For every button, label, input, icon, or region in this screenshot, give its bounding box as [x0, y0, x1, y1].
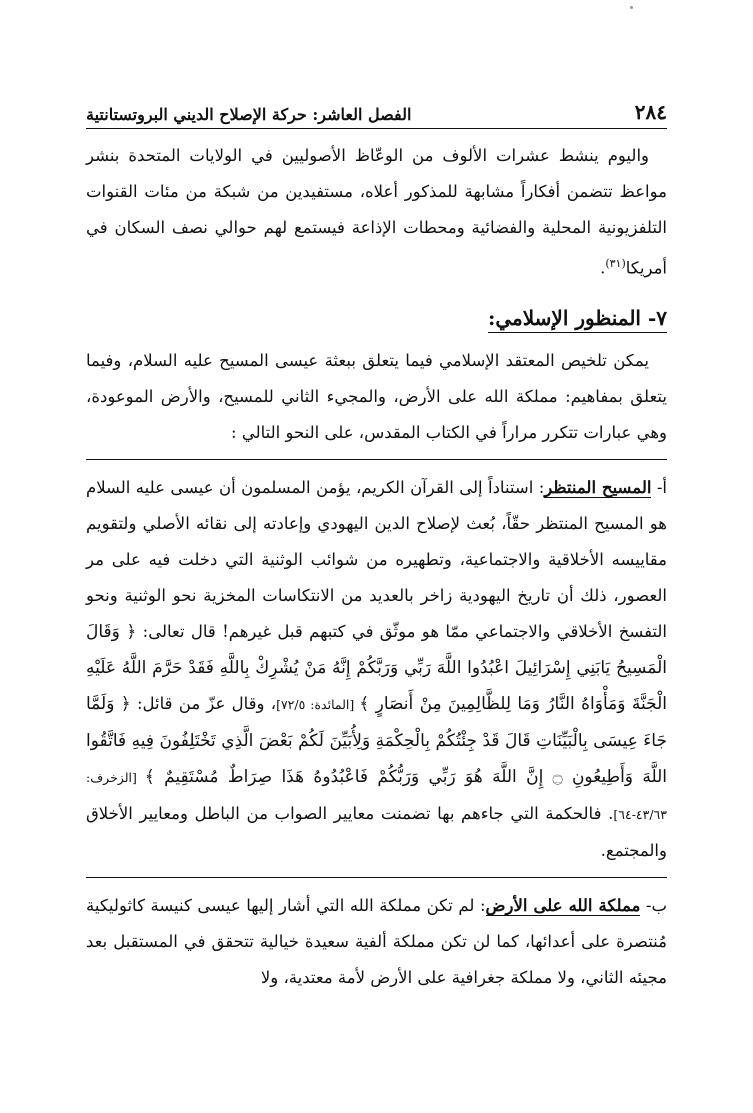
item-a-text: : استناداً إلى القرآن الكريم، يؤمن المسلمون أن عيسى عليه السلام هو المسيح المنتظر حقّاً، بُعث لإصلاح الدين اليهودي وإعادته إلى نقائه الأصلي ولتقويم مقاييسه الأخلاقية والاجتماعية، وتطهيره من شوائب الوثنية التي دخلت فيه على مر العصور، ذلك أن تاريخ اليهودية زاخر بالعديد من الانتكاسات المخزية نحو الوثنية ونحو التفسخ الأخلاقي والاجتماعي ممّا هو موثّق في كتبهم قبل غيرهم! قال تعالى:	[86, 477, 668, 641]
paragraph-1-end: .	[600, 258, 606, 278]
item-b-text: : لم تكن مملكة الله التي أشار إليها عيسى كنيسة كاثوليكية مُنتصرة على أعدائها، كما لن تكن مملكة ألفية سعيدة خيالية تتحقق في المستقبل بعد مجيئه الثاني، ولا مملكة جغرافية على الأرض لأمة معتدية، ولا	[86, 895, 667, 987]
item-a-mid: ، وقال عزّ من قائل:	[130, 693, 277, 713]
paragraph-4	[86, 888, 667, 996]
section-title: ٧- المنظور الإسلامي:	[488, 306, 667, 333]
page-header	[86, 90, 667, 129]
paragraph-2: يمكن تلخيص المعتقد الإسلامي فيما يتعلق ببعثة عيسى المسيح عليه السلام، وفيما يتعلق بمفاهيم: مملكة الله على الأرض، والمجيء الثاني للمسيح، والأرض الموعودة، وهي عبارات تتكرر مراراً في الكتاب المقدس، على النحو التالي :	[86, 350, 667, 442]
verse-reference-1: [المائدة: ٧٢/٥]	[276, 696, 360, 712]
scan-speck	[630, 6, 633, 9]
page-body	[86, 138, 667, 996]
quran-verse-1: ﴿ وَقَالَ الْمَسِيحُ يَابَنِي إِسْرَائِيلَ اعْبُدُوا اللَّهَ رَبِّي وَرَبَّكُمْ إِنَّهُ مَنْ يُشْرِكْ بِاللَّهِ فَقَدْ حَرَّمَ اللَّهُ عَلَيْهِ الْجَنَّةَ وَمَأْوَاهُ النَّارُ وَمَا لِلظَّالِمِينَ مِنْ أَنصَارٍ ﴾	[86, 621, 667, 714]
item-a-term: المسيح المنتظر	[544, 477, 652, 497]
divider	[86, 459, 667, 460]
chapter-title: الفصل العاشر: حركة الإصلاح الديني البروتستانتية	[86, 105, 412, 124]
item-b-prefix: ب-	[640, 895, 667, 915]
verse-reference-2: [الزخرف: ٤٣/٦٣-٦٤]	[86, 769, 667, 822]
item-a-prefix: أ-	[651, 477, 667, 497]
paragraph-1-text: واليوم ينشط عشرات الألوف من الوعّاظ الأصوليين في الولايات المتحدة بنشر مواعظ تتضمن أفكاراً مشابهة للمذكور أعلاه، مستفيدين من شبكة من مئات القنوات التلفزيونية المحلية والفضائية ومحطات الإذاعة فيستمع لهم حوالي نصف السكان في أمريكا	[86, 146, 667, 278]
page-number: ٢٨٤	[634, 100, 667, 124]
paragraph-3	[86, 470, 667, 869]
item-a-end: . فالحكمة التي جاءهم بها تضمنت معايير الصواب من الباطل ومعايير الأخلاق والمجتمع.	[86, 803, 667, 860]
section-heading	[86, 301, 667, 335]
footnote-marker: (٣١)	[605, 257, 626, 270]
divider	[86, 877, 667, 878]
item-b-term: مملكة الله على الأرض	[485, 895, 641, 915]
quran-verse-2: ﴿ وَلَمَّا جَاءَ عِيسَى بِالْبَيِّنَاتِ قَالَ قَدْ جِئْتُكُمْ بِالْحِكْمَةِ وَلِأُبَيِّنَ لَكُمْ بَعْضَ الَّذِي تَخْتَلِفُونَ فِيهِ فَاتَّقُوا اللَّهَ وَأَطِيعُونِ ۝ إِنَّ اللَّهَ هُوَ رَبِّي وَرَبُّكُمْ فَاعْبُدُوهُ هَذَا صِرَاطٌ مُسْتَقِيمٌ ﴾	[86, 693, 667, 787]
paragraph-1	[86, 138, 667, 287]
